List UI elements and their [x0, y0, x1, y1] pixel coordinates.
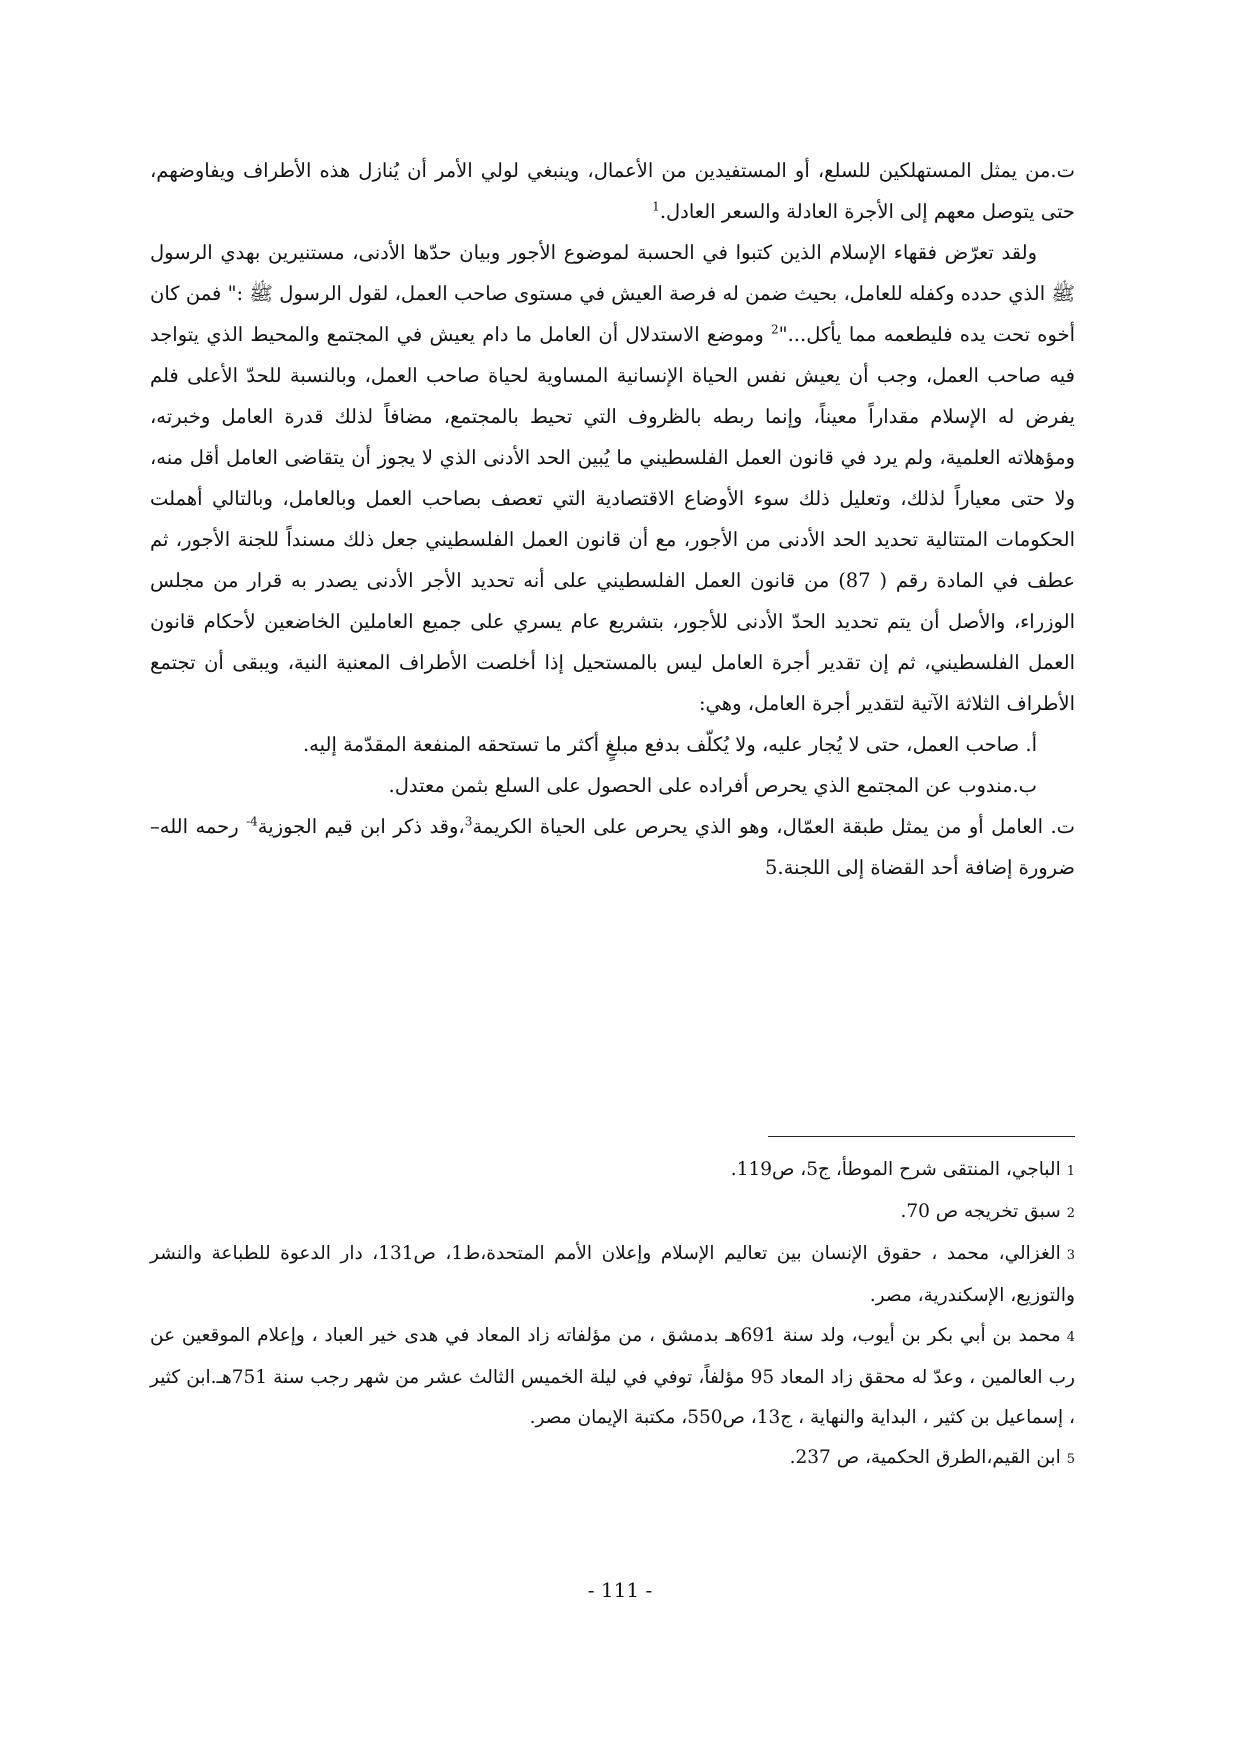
paragraph-2-text-a: ولقد تعرّض فقهاء الإسلام الذين كتبوا في الحسبة لموضوع الأجور وبيان حدّها الأدنى، مستنيرين بهدي الرسول ﷺ الذي حدده وكفله للعامل، بحيث ضمن له فرصة العيش في مستوى صاحب العمل، لقول الرسول ﷺ :" فمن كان أخوه تحت يده فليطعمه مما يأكل..." [150, 241, 1075, 346]
list-item-c-text-c: رحمه الله– ضرورة إضافة أحد القضاة إلى اللجنة.5 [150, 815, 1075, 879]
footnote-ref-3[interactable]: 3 [464, 814, 473, 829]
footnote-text: الباجي، المنتقى شرح الموطأ، ج5، ص119. [730, 1159, 1061, 1180]
footnote-3 [150, 1234, 1075, 1316]
footnote-text: الغزالي، محمد ، حقوق الإنسان بين تعاليم الإسلام وإعلان الأمم المتحدة،ط1، ص131، دار الدعوة للطباعة والنشر والتوزيع، الإسكندرية، مصر. [150, 1243, 1075, 1306]
footnote-number: 5 [1066, 1452, 1075, 1467]
list-item-c-text-a: ت. العامل أو من يمثل طبقة العمّال، وهو الذي يحرص على الحياة الكريمة [472, 815, 1076, 838]
footnote-text: ابن القيم،الطرق الحكمية، ص 237. [789, 1447, 1061, 1468]
footnote-1 [150, 1150, 1075, 1192]
footnote-2 [150, 1192, 1075, 1234]
footnote-ref-4[interactable]: 4- [246, 814, 258, 829]
list-item-a: أ. صاحب العمل، حتى لا يُجار عليه، ولا يُكلّف بدفع مبلغٍ أكثر ما تستحقه المنفعة المقدّمة إليه. [302, 733, 1037, 756]
footnote-text: محمد بن أبي بكر بن أيوب، ولد سنة 691هـ بدمشق ، من مؤلفاته زاد المعاد في هدى خير العباد ، وإعلام الموقعين عن رب العالمين ، وعدّ له محقق زاد المعاد 95 مؤلفاً، توفي في ليلة الخميس الثالث عشر من شهر رجب سنة 751هـ.ابن كثير ، إسماعيل بن كثير ، البداية والنهاية ، ج13، ص550، مكتبة الإيمان مصر. [150, 1325, 1075, 1428]
paragraph-1-text: ت.من يمثل المستهلكين للسلع، أو المستفيدين من الأعمال، وينبغي لولي الأمر أن يُنازل هذه الأطراف ويفاوضهم، حتى يتوصل معهم إلى الأجرة العادلة والسعر العادل. [150, 159, 1075, 223]
page-number: - 111 - [587, 1578, 653, 1602]
footnote-number: 1 [1066, 1164, 1075, 1179]
footnote-text: سبق تخريجه ص 70. [900, 1201, 1061, 1222]
footnote-number: 4 [1066, 1330, 1075, 1345]
document-body [150, 150, 1075, 888]
list-item-b: ب.مندوب عن المجتمع الذي يحرص أفراده على الحصول على السلع بثمن معتدل. [388, 774, 1037, 797]
footnote-ref-1[interactable]: 1 [652, 199, 660, 214]
list-item-c-text-b: ،وقد ذكر ابن قيم الجوزية [257, 815, 465, 838]
list-item-c [150, 806, 1075, 888]
footnote-number: 2 [1066, 1206, 1075, 1221]
footnote-4 [150, 1316, 1075, 1438]
footnote-ref-2[interactable]: 2 [770, 322, 779, 337]
footnote-5 [150, 1438, 1075, 1480]
paragraph-2 [150, 232, 1075, 724]
footnote-divider [768, 1136, 1075, 1137]
paragraph-1 [150, 150, 1075, 232]
footnotes [150, 1150, 1075, 1480]
paragraph-2-text-b: وموضع الاستدلال أن العامل ما دام يعيش في المجتمع والمحيط الذي يتواجد فيه صاحب العمل، وجب أن يعيش نفس الحياة الإنسانية المساوية لحياة صاحب العمل، وبالنسبة للحدّ الأعلى فلم يفرض له الإسلام مقداراً معيناً، وإنما ربطه بالظروف التي تحيط بالمجتمع، مضافاً لذلك قدرة العامل وخبرته، ومؤهلاته العلمية، ولم يرد في قانون العمل الفلسطيني ما يُبين الحد الأدنى الذي لا يجوز أن يتقاضى العامل أقل منه، ولا حتى معياراً لذلك، وتعليل ذلك سوء الأوضاع الاقتصادية التي تعصف بصاحب العمل وبالعامل، وبالتالي أهملت الحكومات المتتالية تحديد الحد الأدنى من الأجور، مع أن قانون العمل الفلسطيني جعل ذلك مسنداً للجنة الأجور، ثم عطف في المادة رقم ( 87) من قانون العمل الفلسطيني على أنه تحديد الأجر الأدنى يصدر به قرار من مجلس الوزراء، والأصل أن يتم تحديد الحدّ الأدنى للأجور، بتشريع عام يسري على جميع العاملين الخاضعين لأحكام قانون العمل الفلسطيني، ثم إن تقدير أجرة العامل ليس بالمستحيل إذا أخلصت الأطراف المعنية النية، ويبقى أن تجتمع الأطراف الثلاثة الآتية لتقدير أجرة العامل، وهي: [150, 323, 1075, 715]
footnote-number: 3 [1066, 1248, 1075, 1263]
